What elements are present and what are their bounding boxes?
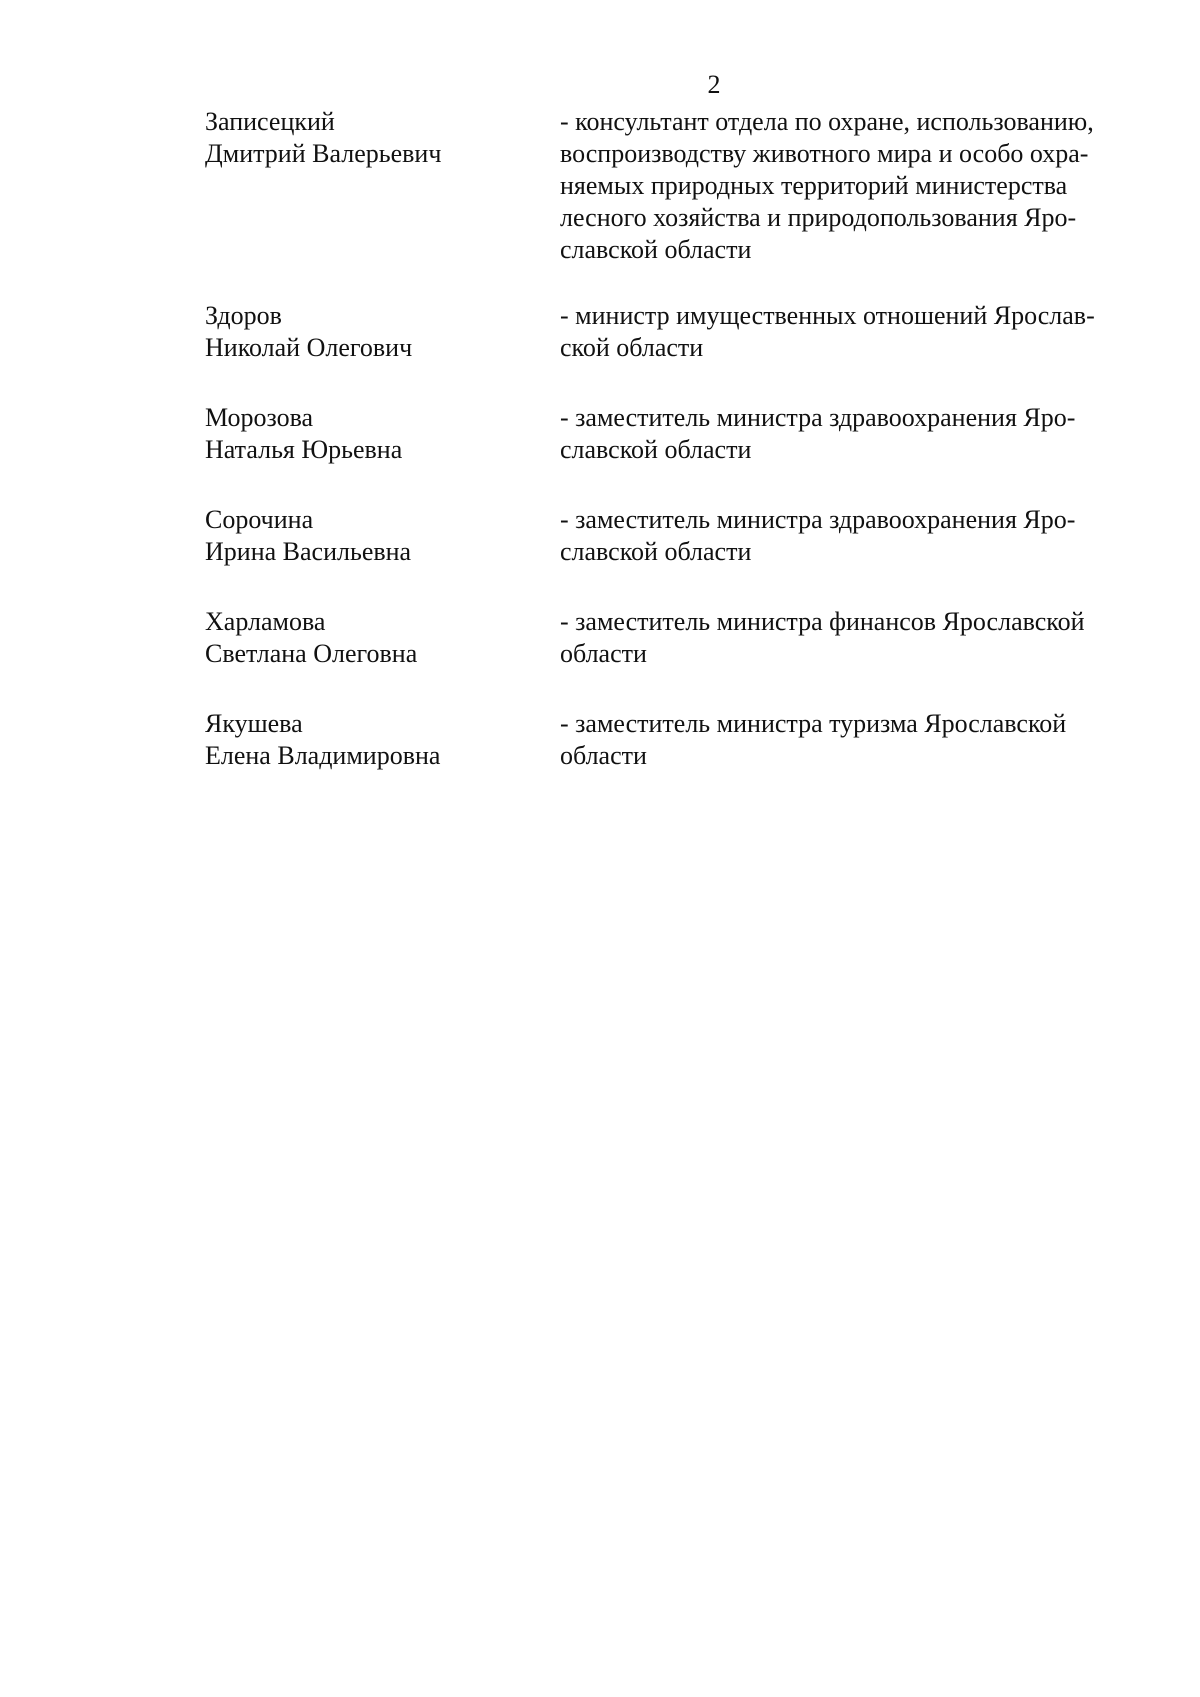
member-position xyxy=(560,300,1155,364)
member-surname: Харламова xyxy=(205,607,326,636)
member-surname: Здоров xyxy=(205,301,282,330)
position-line: - министр имущественных отношений Ярослав- xyxy=(560,301,1095,330)
position-line: области xyxy=(560,741,647,770)
member-surname: Записецкий xyxy=(205,107,335,136)
position-line: воспроизводству животного мира и особо охра- xyxy=(560,139,1089,168)
member-given-names: Светлана Олеговна xyxy=(205,639,418,668)
member-position xyxy=(560,402,1155,466)
position-line: славской области xyxy=(560,235,752,264)
member-entry xyxy=(205,708,1160,772)
position-line: области xyxy=(560,639,647,668)
member-given-names: Наталья Юрьевна xyxy=(205,435,403,464)
position-line: - заместитель министра здравоохранения Яро- xyxy=(560,505,1076,534)
member-entry xyxy=(205,106,1160,266)
member-given-names: Николай Олегович xyxy=(205,333,413,362)
position-line: славской области xyxy=(560,537,752,566)
position-line: - консультант отдела по охране, использованию, xyxy=(560,107,1094,136)
member-given-names: Ирина Васильевна xyxy=(205,537,412,566)
member-position xyxy=(560,606,1155,670)
member-position xyxy=(560,708,1155,772)
member-position xyxy=(560,504,1155,568)
member-entry xyxy=(205,402,1160,466)
member-surname: Морозова xyxy=(205,403,314,432)
member-name xyxy=(205,606,560,670)
member-position xyxy=(560,106,1155,266)
member-entry xyxy=(205,300,1160,364)
member-entry xyxy=(205,606,1160,670)
member-given-names: Дмитрий Валерьевич xyxy=(205,139,442,168)
member-given-names: Елена Владимировна xyxy=(205,741,441,770)
member-name xyxy=(205,504,560,568)
member-name xyxy=(205,300,560,364)
member-entry xyxy=(205,504,1160,568)
member-name xyxy=(205,708,560,772)
position-line: лесного хозяйства и природопользования Яро- xyxy=(560,203,1077,232)
page-number: 2 xyxy=(707,70,721,99)
member-surname: Якушева xyxy=(205,709,303,738)
position-line: - заместитель министра здравоохранения Яро- xyxy=(560,403,1076,432)
position-line: - заместитель министра финансов Ярославской xyxy=(560,607,1085,636)
position-line: ской области xyxy=(560,333,704,362)
member-name xyxy=(205,106,560,170)
position-line: славской области xyxy=(560,435,752,464)
position-line: няемых природных территорий министерства xyxy=(560,171,1068,200)
member-name xyxy=(205,402,560,466)
members-list xyxy=(205,106,1160,810)
position-line: - заместитель министра туризма Ярославской xyxy=(560,709,1067,738)
member-surname: Сорочина xyxy=(205,505,314,534)
